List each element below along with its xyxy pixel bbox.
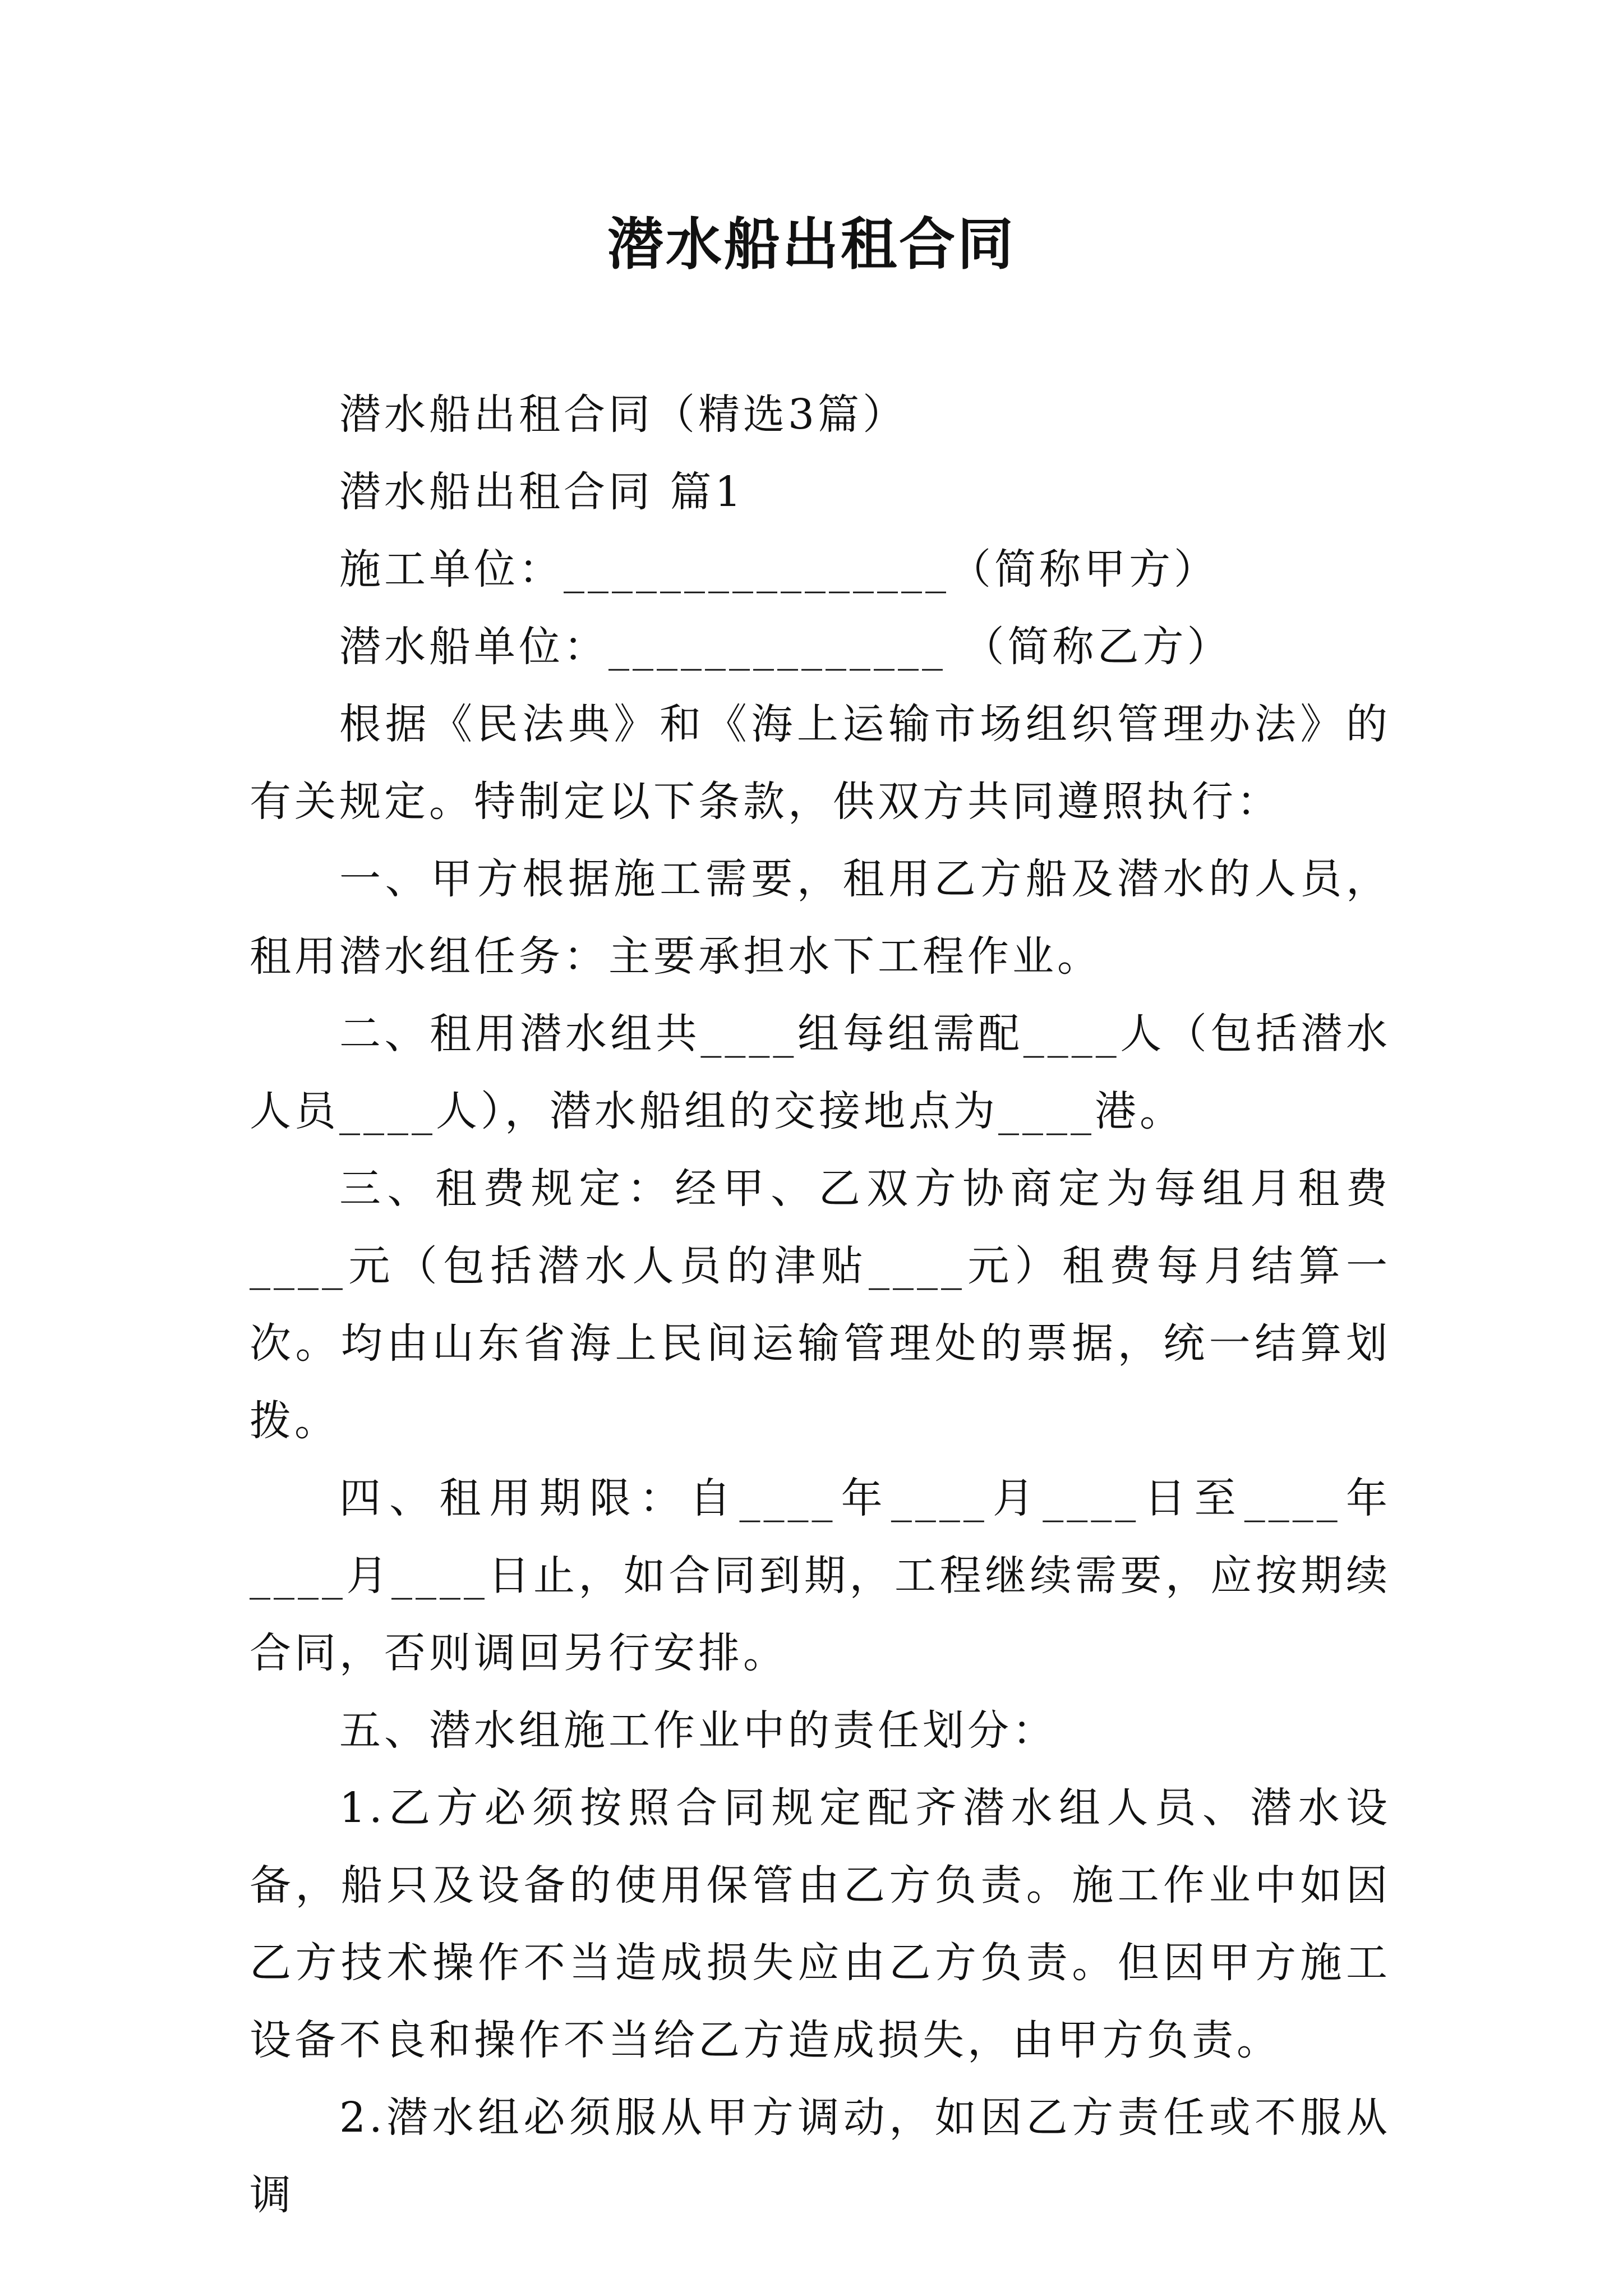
paragraph-subtitle: 潜水船出租合同（精选3篇） — [339, 390, 908, 439]
paragraph-clause-3: 三、租费规定：经甲、乙双方协商定为每组月租费____元（包括潜水人员的津贴____元）租费每月结算一次。均由山东省海上民间运输管理处的票据，统一结算划拨。 — [250, 1165, 1391, 1445]
paragraph-clause-5-1: 1.乙方必须按照合同规定配齐潜水组人员、潜水设备，船只及设备的使用保管由乙方负责。施工作业中如因乙方技术操作不当造成损失应由乙方负责。但因甲方施工设备不良和操作不当给乙方造成损失，由甲方负责。 — [250, 1784, 1391, 2064]
paragraph-party-b: 潜水船单位：______________ （简称乙方） — [339, 623, 1232, 671]
paragraph-clause-2: 二、租用潜水组共____组每组需配____人（包括潜水人员____人），潜水船组的交接地点为____港。 — [250, 1010, 1391, 1135]
paragraph-clause-4: 四、租用期限：自____年____月____日至____年____月____日止，如合同到期，工程继续需要，应按期续合同，否则调回另行安排。 — [250, 1474, 1391, 1677]
paragraph-clause-5: 五、潜水组施工作业中的责任划分： — [339, 1706, 1057, 1755]
document-body — [250, 376, 1391, 2234]
paragraph-clause-1: 一、甲方根据施工需要，租用乙方船及潜水的人员，租用潜水组任务：主要承担水下工程作业。 — [250, 855, 1391, 981]
paragraph-party-a: 施工单位：________________（简称甲方） — [339, 545, 1219, 593]
document-title: 潜水船出租合同 — [607, 211, 1016, 277]
paragraph-clause-5-2: 2.潜水组必须服从甲方调动，如因乙方责任或不服从调 — [250, 2093, 1391, 2219]
paragraph-preamble: 根据《民法典》和《海上运输市场组织管理办法》的有关规定。特制定以下条款，供双方共同遵照执行： — [250, 700, 1391, 826]
paragraph-section-heading: 潜水船出租合同 篇1 — [339, 468, 745, 516]
